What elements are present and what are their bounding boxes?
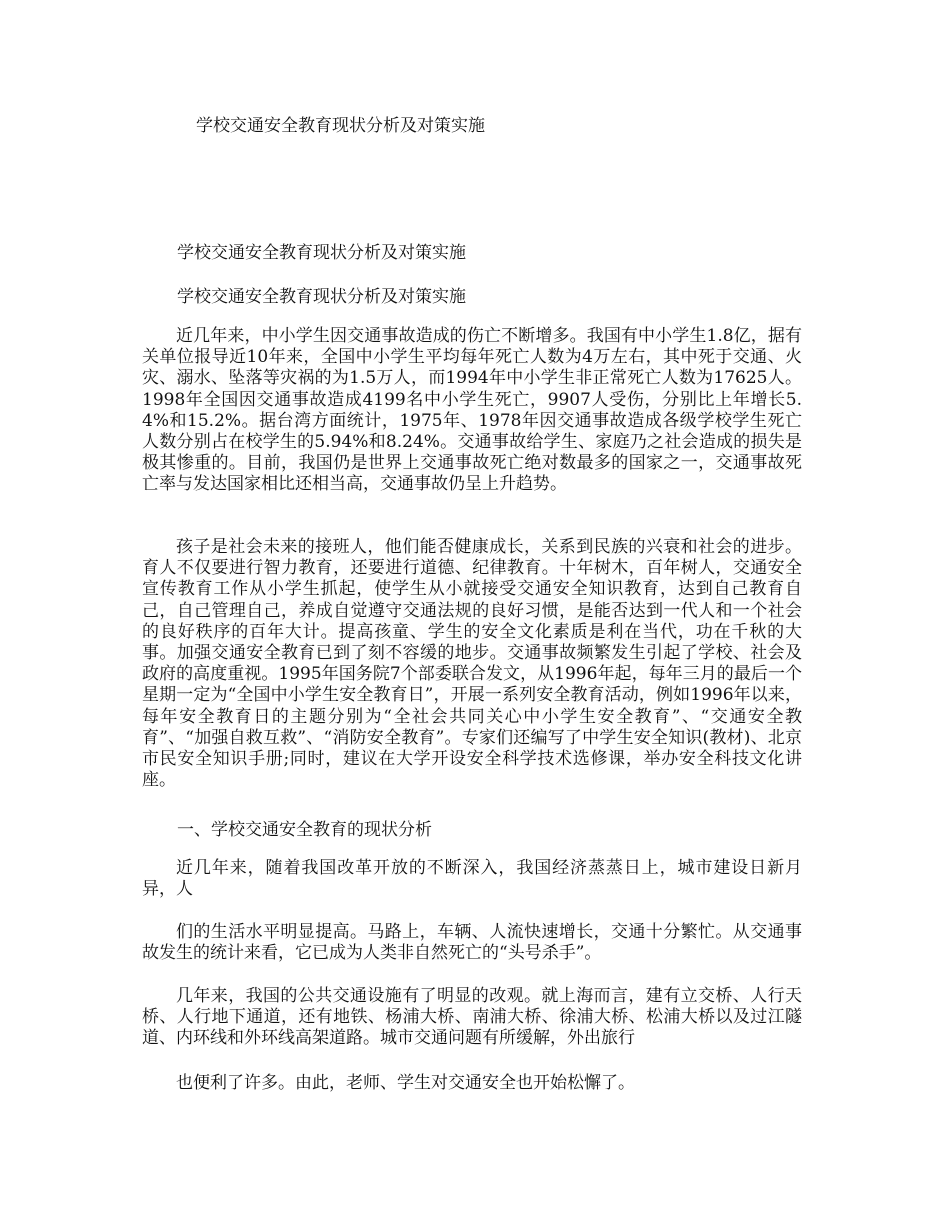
paragraph-section-4: 也便利了许多。由此，老师、学生对交通安全也开始松懈了。 xyxy=(176,1073,635,1093)
article-heading: 学校交通安全教育现状分析及对策实施 xyxy=(177,243,466,263)
paragraph-intro-statistics: 近几年来，中小学生因交通事故造成的伤亡不断增多。我国有中小学生1.8亿，据有关单位报导近10年来，全国中小学生平均每年死亡人数为4万左右，其中死于交通、火灾、溺水、坠落等灾祸的为1.5万人，而1994年中小学生非正常死亡人数为17625人。1998年全国因交通事故造成4199名中小学生死亡，9907人受伤，分别比上年增长5.4%和15.2%。据台湾方面统计，1975年、1978年因交通事故造成各级学校学生死亡人数分别占在校学生的5.94%和8.24%。交通事故给学生、家庭乃之社会造成的损失是极其惨重的。目前，我国仍是世界上交通事故死亡绝对数最多的国家之一，交通事故死亡率与发达国家相比还相当高，交通事故仍呈上升趋势。 xyxy=(142,326,802,495)
paragraph-section-2: 们的生活水平明显提高。马路上，车辆、人流快速增长，交通十分繁忙。从交通事故发生的统计来看，它已成为人类非自然死亡的“头号杀手”。 xyxy=(142,922,802,964)
paragraph-section-3: 几年来，我国的公共交通设施有了明显的改观。就上海而言，建有立交桥、人行天桥、人行地下通道，还有地铁、杨浦大桥、南浦大桥、徐浦大桥、松浦大桥以及过江隧道、内环线和外环线高架道路。城市交通问题有所缓解，外出旅行 xyxy=(142,986,802,1049)
section-title: 一、学校交通安全教育的现状分析 xyxy=(177,820,432,840)
paragraph-education-importance: 孩子是社会未来的接班人，他们能否健康成长，关系到民族的兴衰和社会的进步。育人不仅要进行智力教育，还要进行道德、纪律教育。十年树木，百年树人，交通安全宣传教育工作从小学生抓起，使学生从小就接受交通安全知识教育，达到自己教育自己，自己管理自己，养成自觉遵守交通法规的良好习惯，是能否达到一代人和一个社会的良好秩序的百年大计。提高孩童、学生的安全文化素质是利在当代，功在千秋的大事。加强交通安全教育已到了刻不容缓的地步。交通事故频繁发生引起了学校、社会及政府的高度重视。1995年国务院7个部委联合发文，从1996年起，每年三月的最后一个星期一定为“全国中小学生安全教育日”，开展一系列安全教育活动，例如1996年以来，每年安全教育日的主题分别为“全社会共同关心中小学生安全教育”、“交通安全教育”、“加强自救互救”、“消防安全教育”。专家们还编写了中学生安全知识(教材)、北京市民安全知识手册;同时，建议在大学开设安全科学技术选修课，举办安全科技文化讲座。 xyxy=(142,537,802,791)
paragraph-section-1: 近几年来，随着我国改革开放的不断深入，我国经济蒸蒸日上，城市建设日新月异，人 xyxy=(142,858,802,900)
article-subheading: 学校交通安全教育现状分析及对策实施 xyxy=(177,287,466,307)
document-title: 学校交通安全教育现状分析及对策实施 xyxy=(196,116,485,136)
